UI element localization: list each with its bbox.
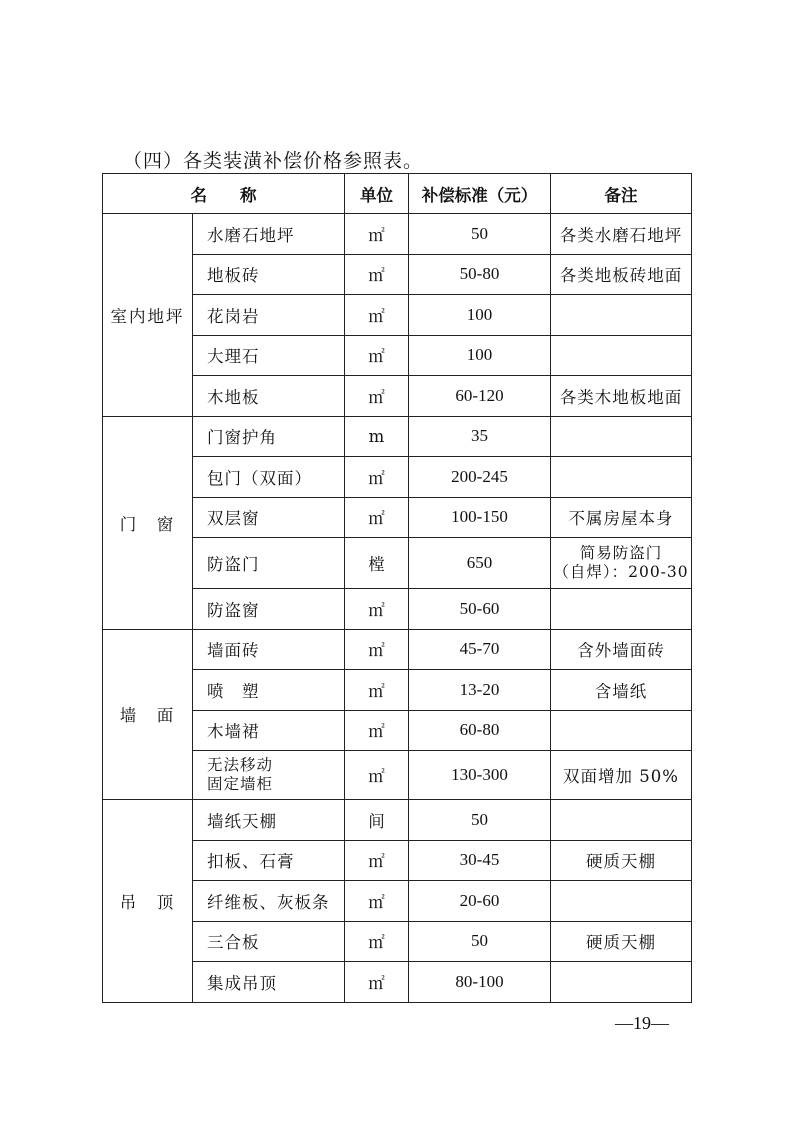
item-cell: 双层窗 bbox=[193, 497, 345, 538]
header-standard: 补偿标准（元） bbox=[409, 174, 551, 214]
item-cell: 大理石 bbox=[193, 335, 345, 376]
unit-cell: ㎡ bbox=[345, 710, 409, 751]
category-cell: 门 窗 bbox=[103, 416, 193, 629]
unit-cell: ㎡ bbox=[345, 840, 409, 881]
price-cell: 13-20 bbox=[409, 670, 551, 711]
unit-cell: ㎡ bbox=[345, 589, 409, 630]
header-note: 备注 bbox=[551, 174, 692, 214]
note-cell bbox=[551, 335, 692, 376]
unit-cell: ㎡ bbox=[345, 962, 409, 1003]
category-cell: 墙 面 bbox=[103, 629, 193, 800]
price-cell: 45-70 bbox=[409, 629, 551, 670]
page-number: —19— bbox=[615, 1013, 669, 1033]
section-heading: （四）各类装潢补偿价格参照表。 bbox=[123, 150, 424, 172]
price-cell: 100-150 bbox=[409, 497, 551, 538]
unit-cell: ㎡ bbox=[345, 457, 409, 498]
item-cell: 防盗门 bbox=[193, 538, 345, 589]
note-cell: 各类木地板地面 bbox=[551, 376, 692, 417]
item-cell: 纤维板、灰板条 bbox=[193, 881, 345, 922]
price-cell: 100 bbox=[409, 295, 551, 336]
note-cell bbox=[551, 538, 692, 589]
item-cell: 喷 塑 bbox=[193, 670, 345, 711]
note-cell bbox=[551, 881, 692, 922]
note-cell: 硬质天棚 bbox=[551, 921, 692, 962]
note-cell: 双面增加 50% bbox=[551, 751, 692, 800]
header-name: 名 称 bbox=[103, 174, 345, 214]
unit-cell: ㎡ bbox=[345, 629, 409, 670]
price-cell: 100 bbox=[409, 335, 551, 376]
unit-cell: ㎡ bbox=[345, 295, 409, 336]
note-line-1: 简易防盗门 bbox=[579, 544, 663, 562]
price-cell: 50 bbox=[409, 214, 551, 255]
item-cell: 木墙裙 bbox=[193, 710, 345, 751]
unit-cell: ㎡ bbox=[345, 214, 409, 255]
table-row bbox=[103, 629, 692, 670]
unit-cell: m bbox=[345, 416, 409, 457]
category-cell: 吊 顶 bbox=[103, 800, 193, 1003]
unit-cell: 间 bbox=[345, 800, 409, 841]
note-cell bbox=[551, 457, 692, 498]
price-cell: 80-100 bbox=[409, 962, 551, 1003]
unit-cell: ㎡ bbox=[345, 751, 409, 800]
table-row bbox=[103, 416, 692, 457]
item-cell: 水磨石地坪 bbox=[193, 214, 345, 255]
note-cell: 硬质天棚 bbox=[551, 840, 692, 881]
unit-cell: ㎡ bbox=[345, 376, 409, 417]
price-cell: 50 bbox=[409, 921, 551, 962]
note-cell bbox=[551, 710, 692, 751]
table-header-row bbox=[103, 174, 692, 214]
note-cell: 各类水磨石地坪 bbox=[551, 214, 692, 255]
note-cell: 含墙纸 bbox=[551, 670, 692, 711]
note-cell: 不属房屋本身 bbox=[551, 497, 692, 538]
note-cell: 含外墙面砖 bbox=[551, 629, 692, 670]
item-cell: 门窗护角 bbox=[193, 416, 345, 457]
unit-cell: ㎡ bbox=[345, 921, 409, 962]
category-cell: 室内地坪 bbox=[103, 214, 193, 417]
item-cell: 地板砖 bbox=[193, 254, 345, 295]
unit-cell: 樘 bbox=[345, 538, 409, 589]
note-cell bbox=[551, 295, 692, 336]
item-cell: 花岗岩 bbox=[193, 295, 345, 336]
price-cell: 20-60 bbox=[409, 881, 551, 922]
price-cell: 60-80 bbox=[409, 710, 551, 751]
unit-cell: ㎡ bbox=[345, 881, 409, 922]
unit-cell: ㎡ bbox=[345, 335, 409, 376]
item-cell: 木地板 bbox=[193, 376, 345, 417]
item-line-1: 无法移动 bbox=[207, 756, 274, 774]
item-line-2: 固定墙柜 bbox=[207, 775, 274, 793]
price-cell: 130-300 bbox=[409, 751, 551, 800]
compensation-price-table bbox=[102, 173, 692, 1003]
item-cell: 防盗窗 bbox=[193, 589, 345, 630]
table-row bbox=[103, 214, 692, 255]
header-unit: 单位 bbox=[345, 174, 409, 214]
note-cell bbox=[551, 589, 692, 630]
note-cell bbox=[551, 800, 692, 841]
price-cell: 650 bbox=[409, 538, 551, 589]
price-cell: 50 bbox=[409, 800, 551, 841]
price-cell: 60-120 bbox=[409, 376, 551, 417]
note-cell bbox=[551, 416, 692, 457]
price-cell: 35 bbox=[409, 416, 551, 457]
item-cell: 三合板 bbox=[193, 921, 345, 962]
note-cell: 各类地板砖地面 bbox=[551, 254, 692, 295]
unit-cell: ㎡ bbox=[345, 670, 409, 711]
item-cell: 墙纸天棚 bbox=[193, 800, 345, 841]
price-cell: 200-245 bbox=[409, 457, 551, 498]
item-cell: 包门（双面） bbox=[193, 457, 345, 498]
price-cell: 50-80 bbox=[409, 254, 551, 295]
table-row bbox=[103, 800, 692, 841]
unit-cell: ㎡ bbox=[345, 497, 409, 538]
item-cell: 扣板、石膏 bbox=[193, 840, 345, 881]
price-cell: 50-60 bbox=[409, 589, 551, 630]
unit-cell: ㎡ bbox=[345, 254, 409, 295]
item-cell: 墙面砖 bbox=[193, 629, 345, 670]
item-cell: 集成吊顶 bbox=[193, 962, 345, 1003]
note-line-2: （自焊）：200-30 bbox=[553, 563, 689, 581]
note-cell bbox=[551, 962, 692, 1003]
price-cell: 30-45 bbox=[409, 840, 551, 881]
item-cell bbox=[193, 751, 345, 800]
table-body bbox=[103, 214, 692, 1003]
